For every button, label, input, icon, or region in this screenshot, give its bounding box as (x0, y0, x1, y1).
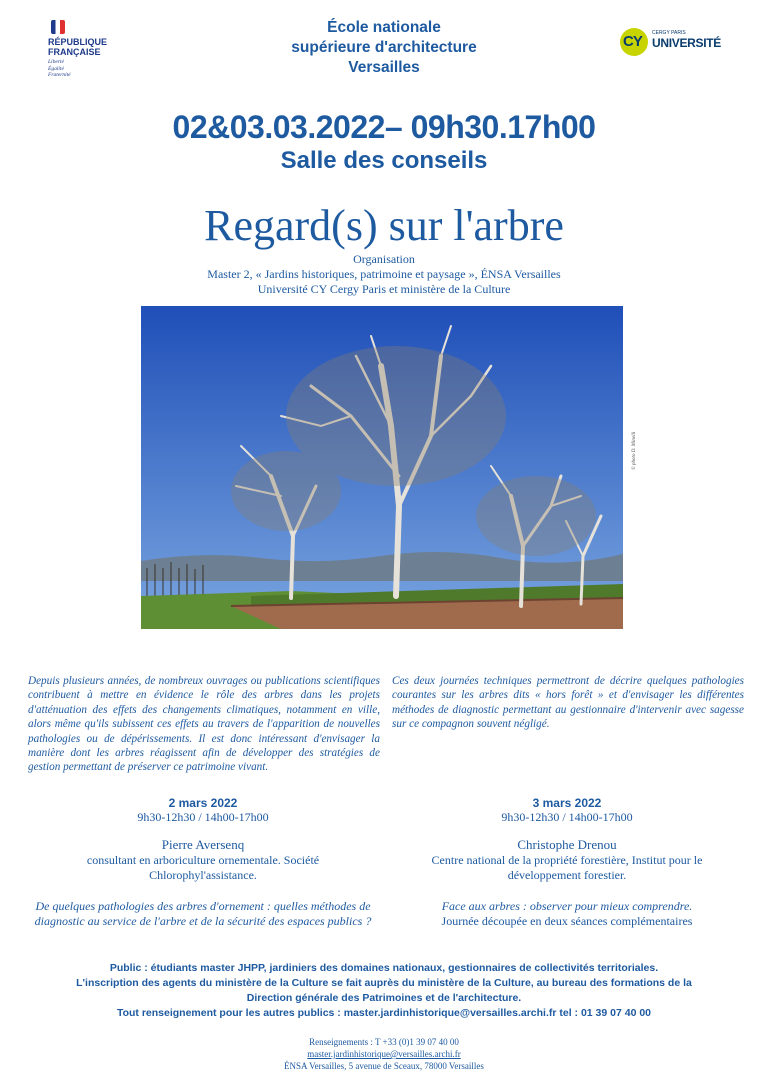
school-name (234, 18, 534, 78)
session-speaker: Christophe Drenou (517, 837, 617, 852)
photo-credit: © photo D. Minelli (632, 431, 637, 470)
cy-logo-small-text: CERGY PARIS (652, 30, 686, 36)
school-line-2: supérieure d'architecture (291, 39, 477, 56)
session-hours: 9h30-12h30 / 14h00-17h00 (137, 810, 269, 824)
school-line-1: École nationale (327, 19, 441, 36)
cy-logo-mark (620, 28, 648, 56)
organisation-line-1: Master 2, « Jardins historiques, patrimoine et paysage », ÉNSA Versailles (207, 267, 561, 281)
session-affiliation: consultant en arboriculture ornementale. Société Chlorophyl'assistance. (86, 853, 320, 882)
event-venue: Salle des conseils (280, 147, 488, 174)
republic-motto: Liberté Égalité Fraternité (48, 59, 71, 78)
session-talk-line-2: diagnostic au service de l'arbre et de la sécurité des espaces publics ? (34, 914, 372, 928)
session-date: 2 mars 2022 (168, 796, 238, 810)
public-info-line-4[interactable]: Tout renseignement pour les autres publics : master.jardinhistorique@versailles.archi.fr tel : 01 39 07 40 00 (116, 1007, 652, 1019)
cy-letters: CY (623, 33, 642, 50)
session-affiliation: Centre national de la propriété forestière, Institut pour le développement forestier. (431, 853, 703, 882)
session-talk-line-1: Face aux arbres : observer pour mieux comprendre. (441, 899, 693, 913)
public-info-line-3: Direction générale des Patrimoines et de l'architecture. (246, 992, 522, 1004)
public-info-line-1: Public : étudiants master JHPP, jardiniers des domaines nationaux, gestionnaires de collectivités territoriales. (109, 962, 659, 974)
intro-paragraph-right: Ces deux journées techniques permettront de décrire quelques pathologies courantes sur les arbres dits « hors forêt » et d'envisager les différentes méthodes de diagnostic permettant au gestionnaire d'intervenir avec sagesse sur ce compagnon souvent négligé. (392, 675, 744, 731)
footer-address: ÉNSA Versailles, 5 avenue de Sceaux, 78000 Versailles (284, 1061, 484, 1071)
session-day-2 (382, 796, 752, 929)
session-talk (382, 899, 752, 929)
cy-university-logo (620, 28, 730, 58)
public-info (0, 961, 768, 1021)
session-talk-line-2: Journée découpée en deux séances complémentaires (441, 914, 693, 928)
session-talk (18, 899, 388, 929)
republic-title: RÉPUBLIQUE FRANÇAISE (48, 37, 108, 57)
school-line-3: Versailles (348, 59, 420, 76)
session-hours: 9h30-12h30 / 14h00-17h00 (501, 810, 633, 824)
republique-francaise-logo (48, 20, 128, 79)
organisation-label: Organisation (353, 252, 415, 266)
cy-logo-big-text: UNIVERSITÉ (652, 36, 722, 50)
session-date: 3 mars 2022 (532, 796, 602, 810)
organisation-block (0, 252, 768, 297)
session-speaker: Pierre Aversenq (161, 837, 245, 852)
marianne-icon (51, 20, 65, 34)
footer (0, 1036, 768, 1072)
session-day-1 (18, 796, 388, 929)
session-talk-line-1: De quelques pathologies des arbres d'ornement : quelles méthodes de (35, 899, 371, 913)
tree-photo (141, 306, 623, 629)
event-title: Regard(s) sur l'arbre (204, 201, 564, 250)
organisation-line-2: Université CY Cergy Paris et ministère de la Culture (257, 282, 511, 296)
event-date-time: 02&03.03.2022– 09h30.17h00 (172, 109, 596, 145)
intro-paragraph-left: Depuis plusieurs années, de nombreux ouvrages ou publications scientifiques contribuent à mettre en évidence le rôle des arbres dans les projets d'atténuation des effets des changements climatiques, notamment en ville, alors même qu'ils subissent ces effets au travers de l'apparition de nouvelles pathologies ou de dépérissements. Il est donc intéressant d'envisager la manière dont les arbres réagissent afin de développer des stratégies de gestion permettant de préserver ce patrimoine vivant. (28, 675, 380, 774)
tree-photo-illustration (141, 306, 623, 629)
footer-contact: Renseignements : T +33 (0)1 39 07 40 00 (309, 1037, 459, 1047)
public-info-line-2: L'inscription des agents du ministère de la Culture se fait auprès du ministère de la Culture, au bureau des formations de la (76, 977, 692, 989)
footer-email-link[interactable]: master.jardinhistorique@versailles.archi.fr (307, 1049, 461, 1059)
